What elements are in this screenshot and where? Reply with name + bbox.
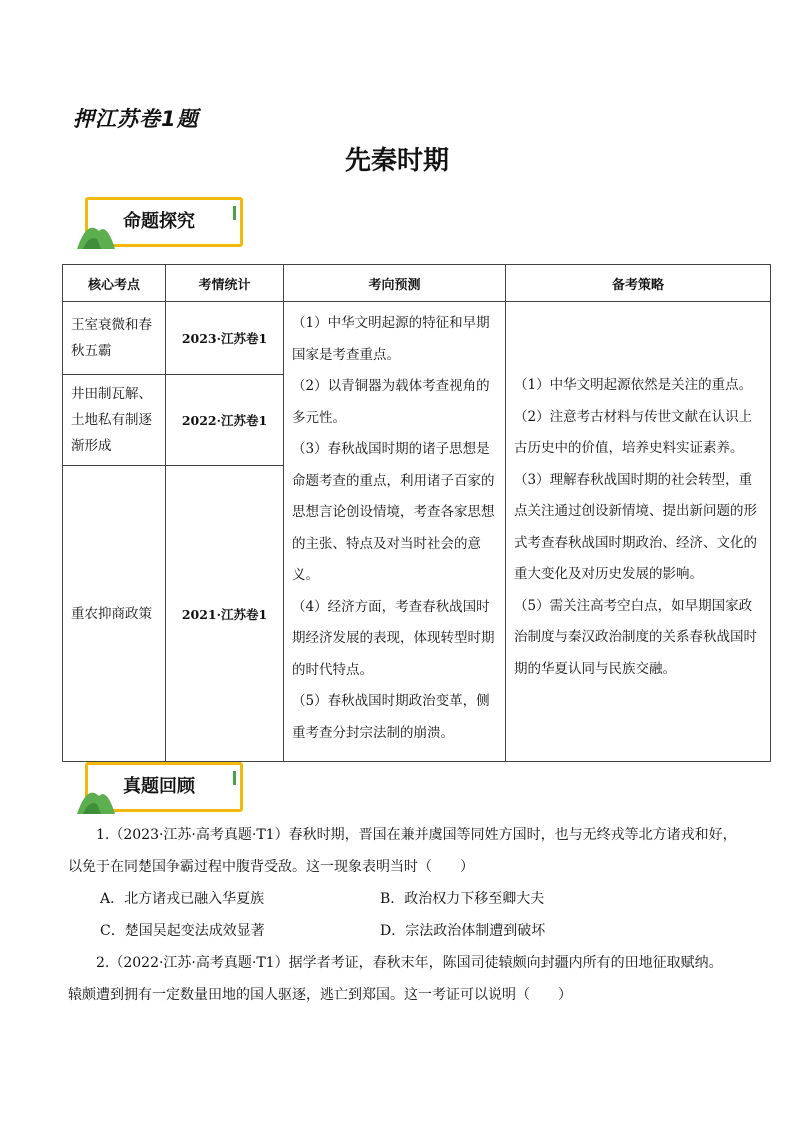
core-point-cell: 井田制瓦解、土地私有制逐渐形成: [63, 375, 166, 466]
forecast-item: （3）春秋战国时期的诸子思想是命题考查的重点，利用诸子百家的思想言论创设情境，考查各家思想的主张、特点及对当时社会的意义。: [292, 441, 495, 583]
question-2-stem-line1: 2.（2022·江苏·高考真题·T1）据学者考证，春秋末年，陈国司徒辕颇向封疆内所有的田地征取赋纳。: [96, 955, 723, 971]
section-banner-topic-research: [77, 197, 247, 249]
strategy-item: （5）需关注高考空白点，如早期国家政治制度与秦汉政治制度的关系春秋战国时期的华夏认同与民族交融。: [514, 597, 757, 677]
strategy-item: （2）注意考古材料与传世文献在认识上古历史中的价值，培养史料实证素养。: [514, 408, 753, 456]
question-2-stem-line2: 辕颇遭到拥有一定数量田地的国人驱逐，逃亡到郑国。这一考证可以说明（ ）: [68, 987, 572, 1003]
option-a: A．北方诸戎已融入华夏族: [100, 891, 265, 907]
header-strategy: 备考策略: [506, 265, 771, 302]
table-header-row: [63, 265, 771, 302]
statistics-cell: 2023·江苏卷1: [166, 302, 284, 375]
core-point-cell: 重农抑商政策: [63, 466, 166, 762]
forecast-item: （1）中华文明起源的特征和早期国家是考查重点。: [292, 315, 490, 363]
forecast-item: （4）经济方面，考查春秋战国时期经济发展的表现，体现转型时期的时代特点。: [292, 598, 495, 678]
option-c: C．楚国吴起变法成效显著: [100, 923, 265, 939]
question-1-stem-line1: 1.（2023·江苏·高考真题·T1）春秋时期，晋国在兼并虞国等同姓方国时，也与无终戎等北方诸戎和好，: [96, 827, 737, 843]
strategy-cell: [506, 302, 771, 762]
page-title: 先秦时期: [344, 146, 449, 176]
header-core-point: 核心考点: [63, 265, 166, 302]
strategy-item: （1）中华文明起源依然是关注的重点。: [514, 377, 753, 393]
green-tick-mark: [233, 206, 236, 220]
strategy-item: （3）理解春秋战国时期的社会转型，重点关注通过创设新情境、提出新问题的形式考查春秋战国时期政治、经济、文化的重大变化及对历史发展的影响。: [514, 471, 757, 582]
option-d: D．宗法政治体制遭到破坏: [380, 923, 546, 939]
forecast-item: （5）春秋战国时期政治变革，侧重考查分封宗法制的崩溃。: [292, 693, 490, 741]
option-b: B．政治权力下移至卿大夫: [380, 891, 545, 907]
hill-icon: [77, 782, 117, 814]
forecast-cell: [284, 302, 506, 762]
header-title: 押江苏卷1题: [73, 107, 199, 131]
forecast-item: （2）以青铜器为载体考查视角的多元性。: [292, 378, 490, 426]
green-tick-mark: [233, 771, 236, 785]
statistics-cell: 2022·江苏卷1: [166, 375, 284, 466]
section-label: 真题回顾: [123, 776, 195, 797]
exam-analysis-table: [62, 264, 771, 762]
header-statistics: 考情统计: [166, 265, 284, 302]
table-row: [63, 302, 771, 375]
question-1-stem-line2: 以免于在同楚国争霸过程中腹背受敌。这一现象表明当时（ ）: [68, 859, 474, 875]
hill-icon: [77, 217, 117, 249]
section-label: 命题探究: [123, 211, 195, 232]
statistics-cell: 2021·江苏卷1: [166, 466, 284, 762]
header-forecast: 考向预测: [284, 265, 506, 302]
section-banner-past-exams: [77, 762, 247, 814]
core-point-cell: 王室衰微和春秋五霸: [63, 302, 166, 375]
